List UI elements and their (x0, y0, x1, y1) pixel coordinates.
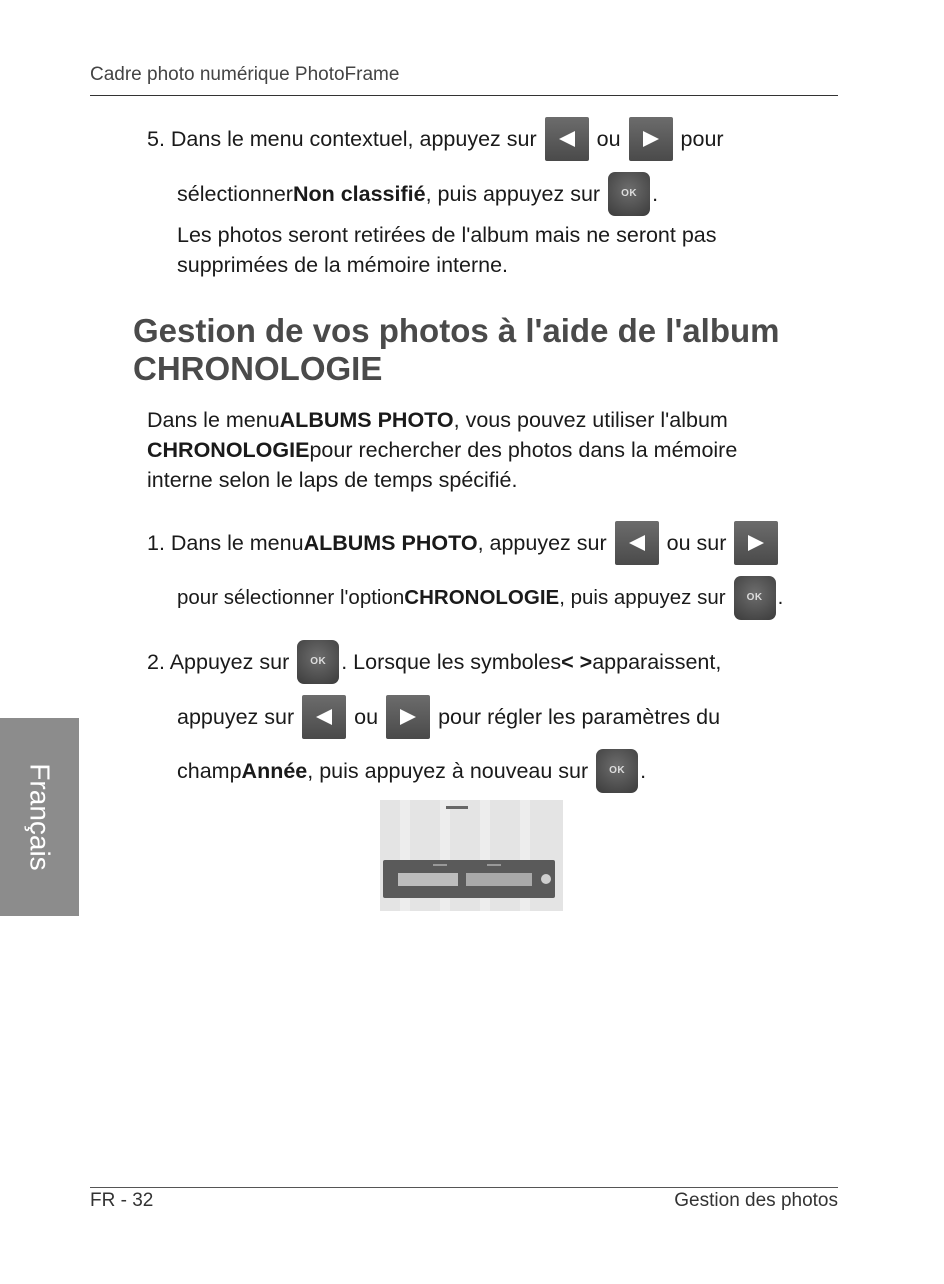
year-field (398, 873, 458, 886)
section-heading: Gestion de vos photos à l'aide de l'album CHRONOLOGIE (133, 312, 780, 387)
month-field (466, 873, 532, 886)
step5-line4: supprimées de la mémoire interne. (177, 253, 509, 277)
left-arrow-button-icon (545, 117, 589, 161)
page-number: FR - 32 (90, 1190, 154, 1211)
language-side-tab: Français (0, 718, 79, 916)
step5-line1: 5. Dans le menu contextuel, appuyez sur ou pour (147, 117, 724, 161)
running-header: Cadre photo numérique PhotoFrame (90, 64, 400, 85)
left-arrow-button-icon (302, 695, 346, 739)
footer-rule (90, 1187, 838, 1188)
step5-line3: Les photos seront retirées de l'album mais ne seront pas (177, 223, 717, 247)
timeline-selector-bar (383, 860, 555, 898)
step2-line1: 2. Appuyez sur OK . Lorsque les symboles < > apparaissent, (147, 640, 721, 684)
device-screen-image (380, 800, 563, 911)
step2-line2: appuyez sur ou pour régler les paramètres du (177, 695, 720, 739)
step5-line2: sélectionner Non classifié , puis appuyez sur OK . (177, 172, 658, 216)
step1-line1: 1. Dans le menu ALBUMS PHOTO , appuyez sur ou sur (147, 521, 786, 565)
ok-button-icon: OK (734, 576, 776, 620)
step2-line3: champ Année , puis appuyez à nouveau sur OK . (177, 749, 646, 793)
confirm-dot-icon (541, 874, 551, 884)
right-arrow-button-icon (386, 695, 430, 739)
header-rule (90, 95, 838, 96)
intro-line1: Dans le menu ALBUMS PHOTO , vous pouvez utiliser l'album (147, 408, 728, 432)
right-arrow-button-icon (629, 117, 673, 161)
intro-line2: CHRONOLOGIE pour rechercher des photos dans la mémoire (147, 438, 738, 462)
ok-button-icon: OK (608, 172, 650, 216)
left-arrow-button-icon (615, 521, 659, 565)
screen-title-mark (446, 806, 468, 809)
step1-line2: pour sélectionner l'option CHRONOLOGIE , puis appuyez sur OK . (177, 576, 783, 620)
ok-button-icon: OK (297, 640, 339, 684)
right-arrow-button-icon (734, 521, 778, 565)
ok-button-icon: OK (596, 749, 638, 793)
intro-line3: interne selon le laps de temps spécifié. (147, 468, 518, 492)
footer-section-title: Gestion des photos (674, 1190, 838, 1211)
